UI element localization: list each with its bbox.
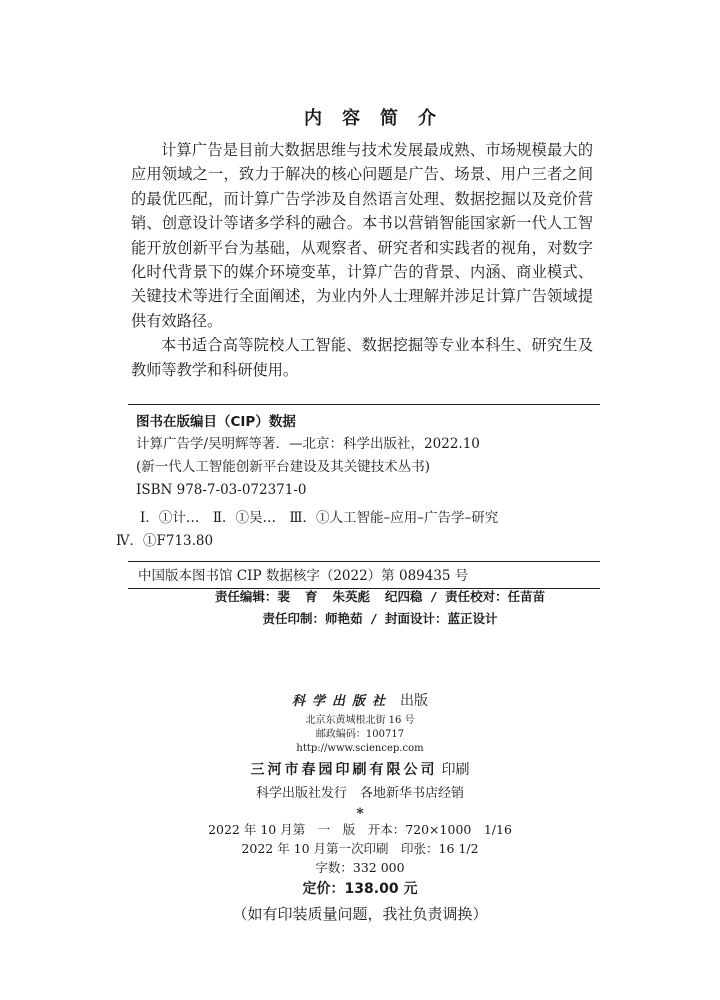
distribution-line: 科学出版社发行 各地新华书店经销 [255, 786, 464, 801]
printer-name: 三河市春园印刷有限公司 [250, 762, 438, 778]
printer-suffix: 印刷 [441, 762, 470, 778]
publisher-address: 北京东黄城根北街 16 号 [305, 715, 415, 726]
intro-section [131, 138, 593, 382]
intro-paragraph-2: 本书适合高等院校人工智能、数据挖掘等专业本科生、研究生及教师等教学和科研使用。 [131, 336, 593, 379]
edition-line: 2022 年 10 月第 一 版 开本：720×1000 1/16 [208, 822, 512, 837]
page-title: 内容简介 [304, 108, 456, 129]
colophon-block [0, 688, 720, 927]
word-count: 字数：332 000 [315, 860, 405, 875]
intro-paragraph-1: 计算广告是目前大数据思维与技术发展最成熟、市场规模最大的应用领域之一，致力于解决的核心问题是广告、场景、用户三者之间的最优匹配，而计算广告学涉及自然语言处理、数据挖掘以及竞价营销、创意设计等诸多学科的融合。本书以营销智能国家新一代人工智能开放创新平台为基础，从观察者、研究者和实践者的视角，对数字化时代背景下的媒介环境变革，计算广告的背景、内涵、商业模式、关键技术等进行全面阐述，为业内外人士理解并涉足计算广告领域提供有效路径。 [131, 141, 593, 330]
price: 定价：138.00 元 [302, 881, 418, 897]
cip-data-block [116, 404, 600, 589]
publisher-postcode: 邮政编码：100717 [315, 729, 405, 740]
printing-line: 2022 年 10 月第一次印刷 印张：16 1/2 [241, 841, 479, 856]
cip-classification-1: Ⅰ．①计… Ⅱ．①吴… Ⅲ．①人工智能–应用–广告学–研究 [140, 510, 499, 526]
publisher-line [0, 688, 720, 714]
publisher-name: 科学出版社 [291, 694, 392, 709]
cip-divider [128, 561, 600, 562]
cip-library-number: 中国版本图书馆 CIP 数据核字（2022）第 089435 号 [138, 568, 469, 584]
cip-isbn: ISBN 978-7-03-072371-0 [136, 482, 307, 498]
cip-title-line: 计算广告学/吴明辉等著．—北京：科学出版社，2022.10 [136, 436, 480, 452]
editors-block [0, 586, 720, 630]
editors-line-2: 责任印制：师艳茹 / 封面设计：蓝正设计 [262, 611, 498, 626]
quality-notice: （如有印装质量问题，我社负责调换） [232, 905, 488, 923]
printer-line [0, 758, 720, 782]
editors-line-1: 责任编辑：裴 育 朱英彪 纪四稳 / 责任校对：任苗苗 [214, 589, 546, 604]
cip-series-line: (新一代人工智能创新平台建设及其关键技术丛书) [136, 459, 431, 475]
publisher-suffix: 出版 [400, 693, 428, 709]
cip-heading: 图书在版编目（CIP）数据 [136, 414, 296, 430]
separator-star: * [356, 806, 364, 822]
publisher-url: http://www.sciencep.com [296, 743, 424, 754]
cip-classification-2: Ⅳ．①F713.80 [116, 533, 214, 549]
